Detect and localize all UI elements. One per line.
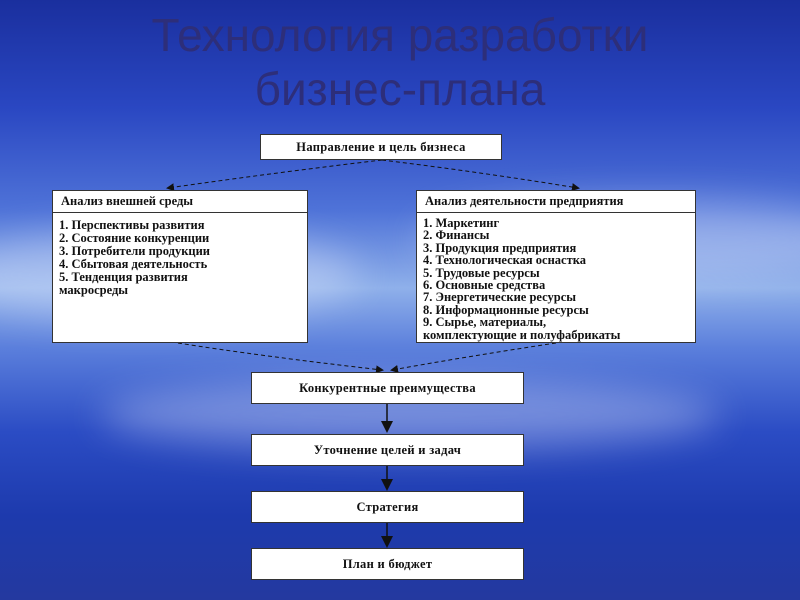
list-item: 5. Трудовые ресурсы — [423, 265, 540, 280]
enterprise-analysis-header: Анализ деятельности предприятия — [417, 191, 695, 213]
list-item: 2. Состояние конкуренции — [59, 231, 210, 245]
list-item: 1. Перспективы развития — [59, 218, 205, 232]
goals-refinement-box: Уточнение целей и задач — [251, 434, 524, 466]
plan-budget-box: План и бюджет — [251, 548, 524, 580]
list-item: 1. Маркетинг — [423, 216, 500, 230]
list-item: 7. Энергетические ресурсы — [423, 290, 577, 305]
list-item: 8. Информационные ресурсы — [423, 302, 589, 317]
list-item: 3. Потребители продукции — [59, 244, 211, 258]
list-item: 2. Финансы — [423, 228, 490, 243]
list-item: 6. Основные средства — [423, 278, 546, 293]
business-direction-box: Направление и цель бизнеса — [260, 134, 502, 160]
dashed-arrow-left — [168, 160, 382, 188]
list-item: макросреды — [59, 283, 129, 297]
external-analysis-header: Анализ внешней среды — [53, 191, 307, 213]
list-item: 9. Сырье, материалы, — [423, 315, 547, 330]
slide-title-line1: Технология разработки — [151, 9, 649, 61]
enterprise-analysis-box — [416, 190, 696, 343]
list-item: 5. Тенденция развития — [59, 270, 188, 284]
list-item: комплектующие и полуфабрикаты — [423, 327, 621, 342]
slide-title-line2: бизнес-плана — [254, 63, 546, 115]
list-item: 4. Сбытовая деятельность — [59, 257, 208, 271]
list-item: 3. Продукция предприятия — [423, 240, 577, 255]
dashed-arrow-merge-right — [392, 343, 556, 370]
external-analysis-box — [52, 190, 308, 343]
list-item: 4. Технологическая оснастка — [423, 253, 586, 268]
strategy-box: Стратегия — [251, 491, 524, 523]
competitive-advantages-box: Конкурентные преимущества — [251, 372, 524, 404]
dashed-arrow-right — [382, 160, 578, 188]
dashed-arrow-merge-left — [178, 343, 382, 370]
